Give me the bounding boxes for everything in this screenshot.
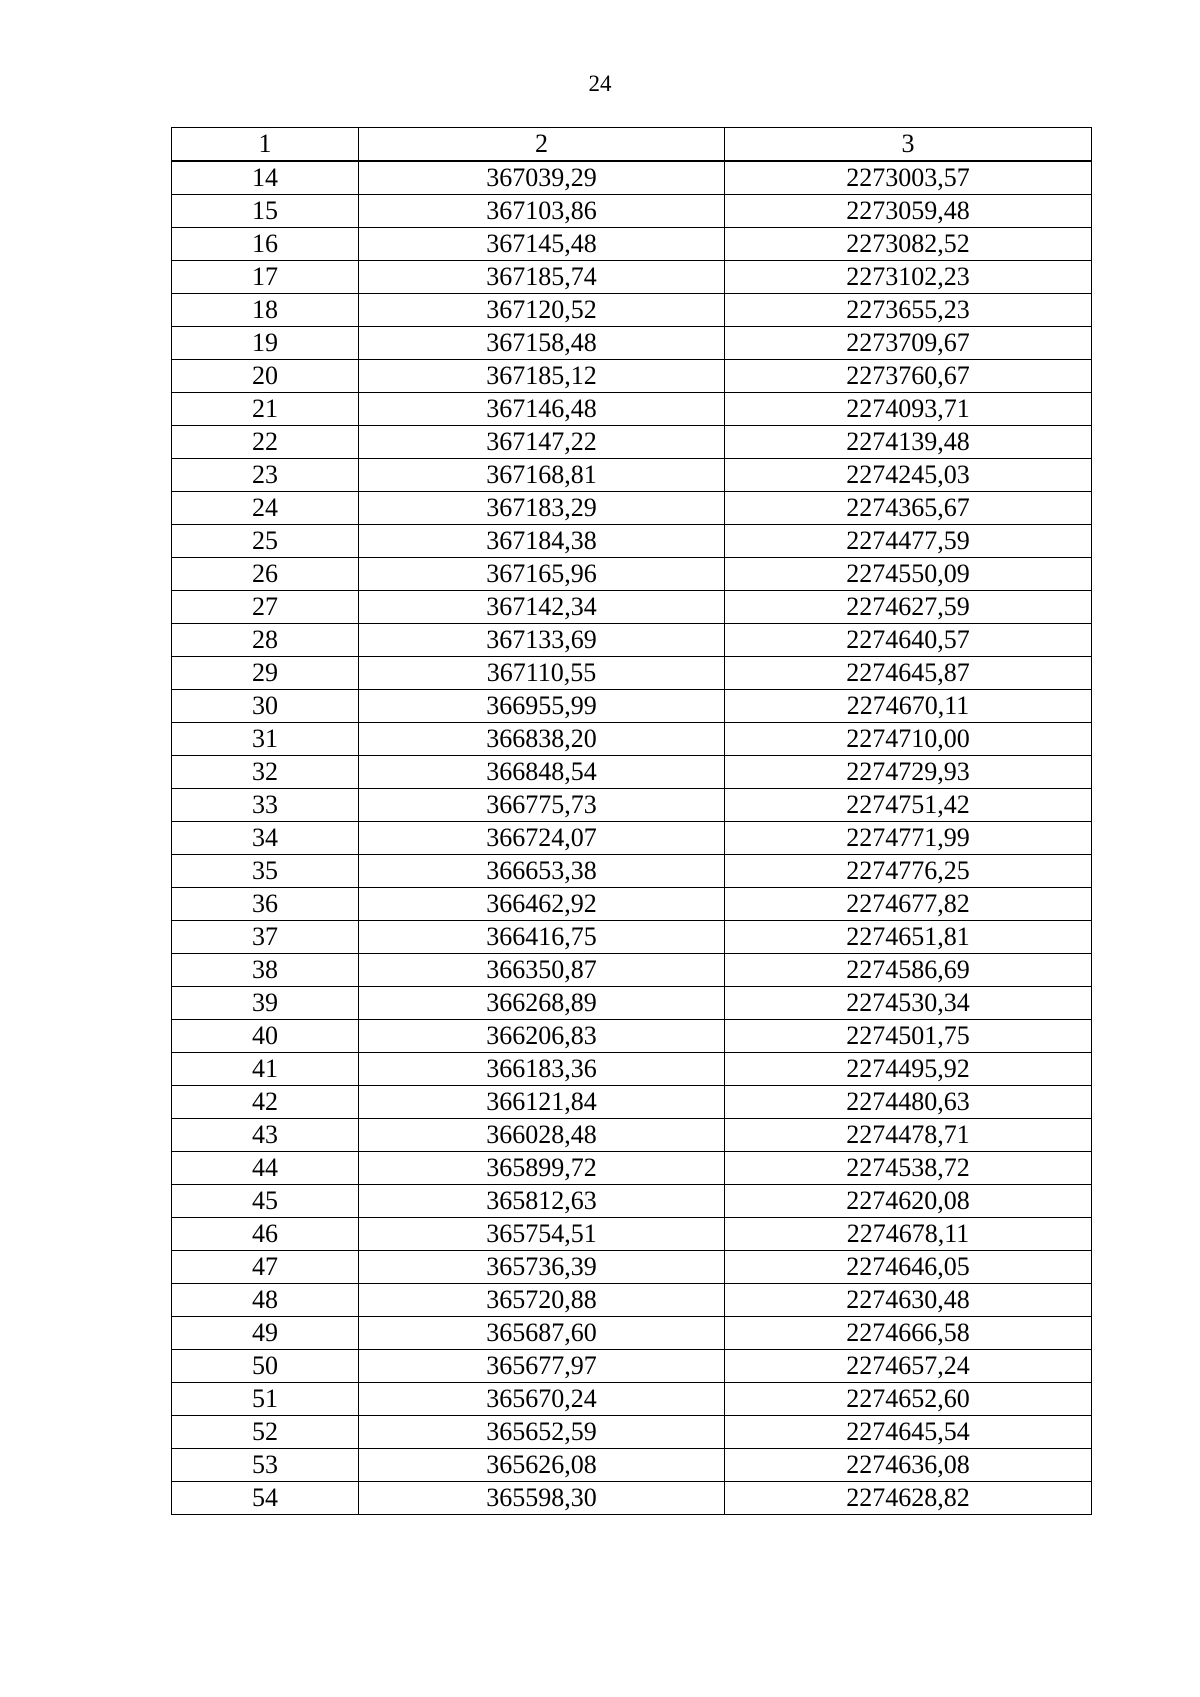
y-coordinate-cell: 2274139,48 (725, 426, 1092, 459)
table-row (172, 1317, 1092, 1350)
y-coordinate-cell: 2274678,11 (725, 1218, 1092, 1251)
table-row (172, 195, 1092, 228)
y-coordinate-cell: 2274636,08 (725, 1449, 1092, 1482)
x-coordinate-cell: 366838,20 (359, 723, 725, 756)
table-row (172, 1482, 1092, 1515)
table-row (172, 294, 1092, 327)
table-row (172, 1383, 1092, 1416)
x-coordinate-cell: 366206,83 (359, 1020, 725, 1053)
y-coordinate-cell: 2274538,72 (725, 1152, 1092, 1185)
y-coordinate-cell: 2274620,08 (725, 1185, 1092, 1218)
x-coordinate-cell: 367165,96 (359, 558, 725, 591)
point-number-cell: 47 (172, 1251, 359, 1284)
table-row (172, 1218, 1092, 1251)
point-number-cell: 38 (172, 954, 359, 987)
table-row (172, 1185, 1092, 1218)
table-row (172, 1119, 1092, 1152)
point-number-cell: 16 (172, 228, 359, 261)
x-coordinate-cell: 367184,38 (359, 525, 725, 558)
column-header-3: 3 (725, 128, 1092, 162)
y-coordinate-cell: 2274586,69 (725, 954, 1092, 987)
x-coordinate-cell: 367158,48 (359, 327, 725, 360)
table-row (172, 1086, 1092, 1119)
x-coordinate-cell: 367185,74 (359, 261, 725, 294)
column-header-1: 1 (172, 128, 359, 162)
y-coordinate-cell: 2273102,23 (725, 261, 1092, 294)
point-number-cell: 20 (172, 360, 359, 393)
point-number-cell: 18 (172, 294, 359, 327)
point-number-cell: 51 (172, 1383, 359, 1416)
y-coordinate-cell: 2274646,05 (725, 1251, 1092, 1284)
table-row (172, 921, 1092, 954)
y-coordinate-cell: 2274645,87 (725, 657, 1092, 690)
x-coordinate-cell: 366462,92 (359, 888, 725, 921)
x-coordinate-cell: 367120,52 (359, 294, 725, 327)
point-number-cell: 32 (172, 756, 359, 789)
y-coordinate-cell: 2274627,59 (725, 591, 1092, 624)
point-number-cell: 23 (172, 459, 359, 492)
coordinates-table (171, 127, 1092, 1515)
x-coordinate-cell: 366724,07 (359, 822, 725, 855)
y-coordinate-cell: 2274093,71 (725, 393, 1092, 426)
point-number-cell: 29 (172, 657, 359, 690)
y-coordinate-cell: 2273003,57 (725, 161, 1092, 195)
y-coordinate-cell: 2274630,48 (725, 1284, 1092, 1317)
y-coordinate-cell: 2274657,24 (725, 1350, 1092, 1383)
point-number-cell: 48 (172, 1284, 359, 1317)
x-coordinate-cell: 367147,22 (359, 426, 725, 459)
table-body (172, 161, 1092, 1515)
point-number-cell: 25 (172, 525, 359, 558)
point-number-cell: 53 (172, 1449, 359, 1482)
table-row (172, 1350, 1092, 1383)
table-row (172, 327, 1092, 360)
x-coordinate-cell: 365899,72 (359, 1152, 725, 1185)
table-header-row (172, 128, 1092, 162)
y-coordinate-cell: 2274645,54 (725, 1416, 1092, 1449)
point-number-cell: 52 (172, 1416, 359, 1449)
table-row (172, 558, 1092, 591)
table-row (172, 723, 1092, 756)
x-coordinate-cell: 366268,89 (359, 987, 725, 1020)
y-coordinate-cell: 2274677,82 (725, 888, 1092, 921)
y-coordinate-cell: 2274365,67 (725, 492, 1092, 525)
table-row (172, 360, 1092, 393)
x-coordinate-cell: 366848,54 (359, 756, 725, 789)
x-coordinate-cell: 365598,30 (359, 1482, 725, 1515)
table-row (172, 161, 1092, 195)
table-row (172, 624, 1092, 657)
y-coordinate-cell: 2274666,58 (725, 1317, 1092, 1350)
point-number-cell: 27 (172, 591, 359, 624)
point-number-cell: 26 (172, 558, 359, 591)
table-row (172, 888, 1092, 921)
x-coordinate-cell: 366350,87 (359, 954, 725, 987)
y-coordinate-cell: 2274652,60 (725, 1383, 1092, 1416)
table-header (172, 128, 1092, 162)
table-row (172, 1152, 1092, 1185)
point-number-cell: 21 (172, 393, 359, 426)
y-coordinate-cell: 2274550,09 (725, 558, 1092, 591)
x-coordinate-cell: 367168,81 (359, 459, 725, 492)
x-coordinate-cell: 365736,39 (359, 1251, 725, 1284)
table-row (172, 954, 1092, 987)
y-coordinate-cell: 2274495,92 (725, 1053, 1092, 1086)
point-number-cell: 36 (172, 888, 359, 921)
point-number-cell: 31 (172, 723, 359, 756)
y-coordinate-cell: 2273082,52 (725, 228, 1092, 261)
point-number-cell: 42 (172, 1086, 359, 1119)
x-coordinate-cell: 366183,36 (359, 1053, 725, 1086)
x-coordinate-cell: 367103,86 (359, 195, 725, 228)
x-coordinate-cell: 365812,63 (359, 1185, 725, 1218)
y-coordinate-cell: 2274776,25 (725, 855, 1092, 888)
point-number-cell: 17 (172, 261, 359, 294)
point-number-cell: 34 (172, 822, 359, 855)
point-number-cell: 49 (172, 1317, 359, 1350)
x-coordinate-cell: 367039,29 (359, 161, 725, 195)
point-number-cell: 46 (172, 1218, 359, 1251)
x-coordinate-cell: 366121,84 (359, 1086, 725, 1119)
table-row (172, 393, 1092, 426)
table-row (172, 1284, 1092, 1317)
x-coordinate-cell: 365687,60 (359, 1317, 725, 1350)
point-number-cell: 28 (172, 624, 359, 657)
point-number-cell: 37 (172, 921, 359, 954)
table-row (172, 591, 1092, 624)
table-row (172, 426, 1092, 459)
point-number-cell: 45 (172, 1185, 359, 1218)
table-row (172, 1449, 1092, 1482)
x-coordinate-cell: 366028,48 (359, 1119, 725, 1152)
point-number-cell: 30 (172, 690, 359, 723)
table-row (172, 690, 1092, 723)
point-number-cell: 24 (172, 492, 359, 525)
y-coordinate-cell: 2274480,63 (725, 1086, 1092, 1119)
point-number-cell: 33 (172, 789, 359, 822)
table-row (172, 789, 1092, 822)
table-row (172, 855, 1092, 888)
y-coordinate-cell: 2274501,75 (725, 1020, 1092, 1053)
table-row (172, 987, 1092, 1020)
y-coordinate-cell: 2274628,82 (725, 1482, 1092, 1515)
point-number-cell: 19 (172, 327, 359, 360)
x-coordinate-cell: 365652,59 (359, 1416, 725, 1449)
y-coordinate-cell: 2274751,42 (725, 789, 1092, 822)
y-coordinate-cell: 2273760,67 (725, 360, 1092, 393)
point-number-cell: 50 (172, 1350, 359, 1383)
column-header-2: 2 (359, 128, 725, 162)
point-number-cell: 14 (172, 161, 359, 195)
x-coordinate-cell: 367133,69 (359, 624, 725, 657)
table-row (172, 657, 1092, 690)
point-number-cell: 44 (172, 1152, 359, 1185)
table-row (172, 492, 1092, 525)
x-coordinate-cell: 365626,08 (359, 1449, 725, 1482)
y-coordinate-cell: 2273709,67 (725, 327, 1092, 360)
y-coordinate-cell: 2273059,48 (725, 195, 1092, 228)
table-row (172, 228, 1092, 261)
x-coordinate-cell: 365670,24 (359, 1383, 725, 1416)
x-coordinate-cell: 366416,75 (359, 921, 725, 954)
table-row (172, 756, 1092, 789)
table-row (172, 1416, 1092, 1449)
x-coordinate-cell: 367183,29 (359, 492, 725, 525)
y-coordinate-cell: 2274651,81 (725, 921, 1092, 954)
y-coordinate-cell: 2274771,99 (725, 822, 1092, 855)
point-number-cell: 41 (172, 1053, 359, 1086)
x-coordinate-cell: 365754,51 (359, 1218, 725, 1251)
y-coordinate-cell: 2274530,34 (725, 987, 1092, 1020)
y-coordinate-cell: 2274245,03 (725, 459, 1092, 492)
y-coordinate-cell: 2274640,57 (725, 624, 1092, 657)
point-number-cell: 35 (172, 855, 359, 888)
table-row (172, 525, 1092, 558)
y-coordinate-cell: 2273655,23 (725, 294, 1092, 327)
point-number-cell: 15 (172, 195, 359, 228)
point-number-cell: 54 (172, 1482, 359, 1515)
table-row (172, 1053, 1092, 1086)
point-number-cell: 39 (172, 987, 359, 1020)
y-coordinate-cell: 2274710,00 (725, 723, 1092, 756)
x-coordinate-cell: 367142,34 (359, 591, 725, 624)
page-number: 24 (588, 71, 612, 96)
table-row (172, 459, 1092, 492)
x-coordinate-cell: 367145,48 (359, 228, 725, 261)
x-coordinate-cell: 366653,38 (359, 855, 725, 888)
x-coordinate-cell: 366955,99 (359, 690, 725, 723)
table-row (172, 261, 1092, 294)
y-coordinate-cell: 2274729,93 (725, 756, 1092, 789)
y-coordinate-cell: 2274478,71 (725, 1119, 1092, 1152)
x-coordinate-cell: 366775,73 (359, 789, 725, 822)
x-coordinate-cell: 365720,88 (359, 1284, 725, 1317)
table-row (172, 1251, 1092, 1284)
point-number-cell: 22 (172, 426, 359, 459)
point-number-cell: 43 (172, 1119, 359, 1152)
point-number-cell: 40 (172, 1020, 359, 1053)
y-coordinate-cell: 2274477,59 (725, 525, 1092, 558)
x-coordinate-cell: 367185,12 (359, 360, 725, 393)
table-row (172, 1020, 1092, 1053)
x-coordinate-cell: 367146,48 (359, 393, 725, 426)
table-row (172, 822, 1092, 855)
x-coordinate-cell: 365677,97 (359, 1350, 725, 1383)
x-coordinate-cell: 367110,55 (359, 657, 725, 690)
y-coordinate-cell: 2274670,11 (725, 690, 1092, 723)
